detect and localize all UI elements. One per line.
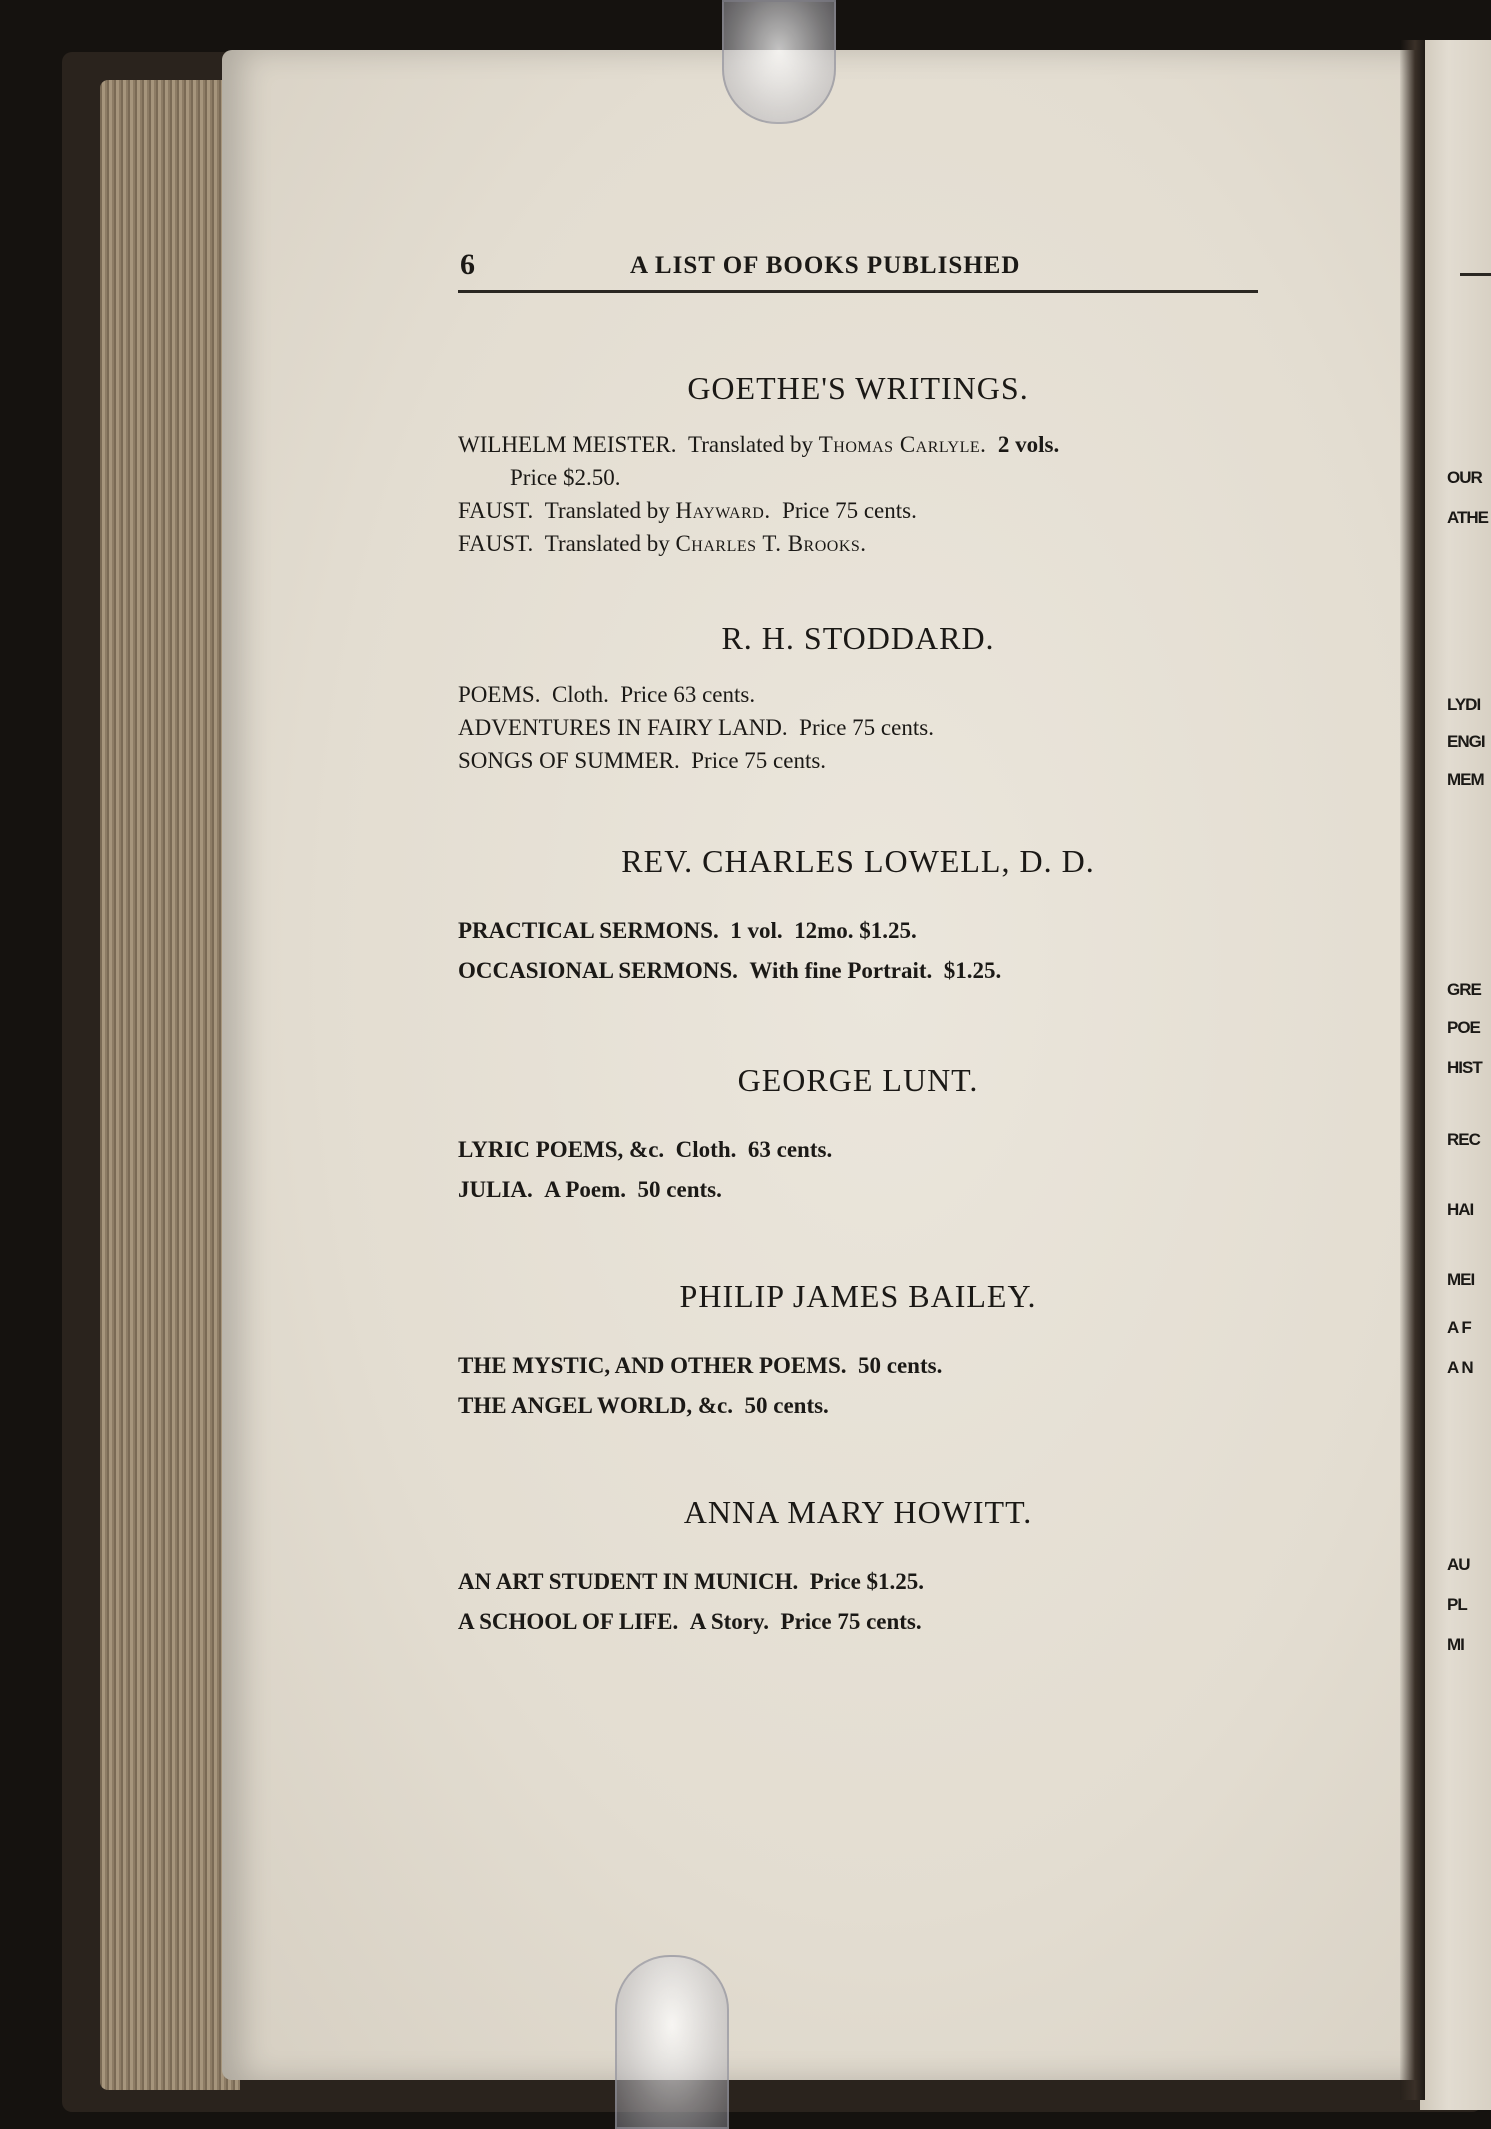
section-lunt <box>458 1062 1258 1210</box>
list-item: FAUST. Translated by Hayward. Price 75 cents. <box>458 498 917 523</box>
section-heading: GOETHE'S WRITINGS. <box>687 370 1029 406</box>
list-item: ADVENTURES IN FAIRY LAND. Price 75 cents. <box>458 715 934 740</box>
next-page-edge-word: HIST <box>1447 1058 1482 1077</box>
header-rule <box>458 290 1258 293</box>
next-page-edge-word: A F <box>1447 1318 1471 1337</box>
section-stoddard <box>458 620 1258 777</box>
list-item: WILHELM MEISTER. Translated by Thomas Carlyle. 2 vols. <box>458 432 1060 457</box>
list-item: Price $2.50. <box>510 465 621 490</box>
next-page-edge-word: REC <box>1447 1130 1480 1149</box>
list-item: JULIA. A Poem. 50 cents. <box>458 1177 722 1202</box>
list-item: AN ART STUDENT IN MUNICH. Price $1.25. <box>458 1569 925 1594</box>
section-heading: R. H. STODDARD. <box>721 620 995 656</box>
list-item: THE ANGEL WORLD, &c. 50 cents. <box>458 1393 829 1418</box>
next-page-edge-word: GRE <box>1447 980 1481 999</box>
next-page-edge-word: MEI <box>1447 1270 1475 1289</box>
page-block-edges <box>100 80 240 2090</box>
page-clip-bottom <box>615 1955 729 2129</box>
next-page-edge-word: ENGI <box>1447 732 1485 751</box>
section-heading: PHILIP JAMES BAILEY. <box>679 1278 1037 1314</box>
list-item: PRACTICAL SERMONS. 1 vol. 12mo. $1.25. <box>458 918 917 943</box>
section-heading: GEORGE LUNT. <box>737 1062 979 1098</box>
running-header-title: A LIST OF BOOKS PUBLISHED <box>630 252 1021 279</box>
book-gutter <box>1400 40 1425 2100</box>
section-howitt <box>458 1494 1258 1642</box>
next-page-rule <box>1460 273 1491 276</box>
list-item: FAUST. Translated by Charles T. Brooks. <box>458 531 867 556</box>
next-page-edge-word: PL <box>1447 1595 1467 1614</box>
next-page-edge-word: MI <box>1447 1635 1464 1654</box>
next-page-edge-word: MEM <box>1447 770 1484 789</box>
list-item: OCCASIONAL SERMONS. With fine Portrait. $1.25. <box>458 958 1002 983</box>
next-page-edge-word: ATHE <box>1447 508 1489 527</box>
next-page-edge-word: A N <box>1447 1358 1473 1377</box>
next-page-edge-word: LYDI <box>1447 695 1481 714</box>
list-item: A SCHOOL OF LIFE. A Story. Price 75 cents. <box>458 1609 922 1634</box>
page-clip-top <box>722 0 836 124</box>
list-item: THE MYSTIC, AND OTHER POEMS. 50 cents. <box>458 1353 943 1378</box>
page-number: 6 <box>460 248 476 281</box>
next-page-edge-word: POE <box>1447 1018 1480 1037</box>
next-page-edge-word: AU <box>1447 1555 1470 1574</box>
list-item: LYRIC POEMS, &c. Cloth. 63 cents. <box>458 1137 833 1162</box>
list-item: SONGS OF SUMMER. Price 75 cents. <box>458 748 827 773</box>
next-page-edge-word: OUR <box>1447 468 1482 487</box>
section-heading: ANNA MARY HOWITT. <box>683 1494 1033 1530</box>
section-lowell <box>458 843 1258 991</box>
section-goethe <box>458 370 1258 560</box>
next-page-edge-word: HAI <box>1447 1200 1474 1219</box>
list-item: POEMS. Cloth. Price 63 cents. <box>458 682 756 707</box>
section-heading: REV. CHARLES LOWELL, D. D. <box>621 843 1095 879</box>
section-bailey <box>458 1278 1258 1426</box>
